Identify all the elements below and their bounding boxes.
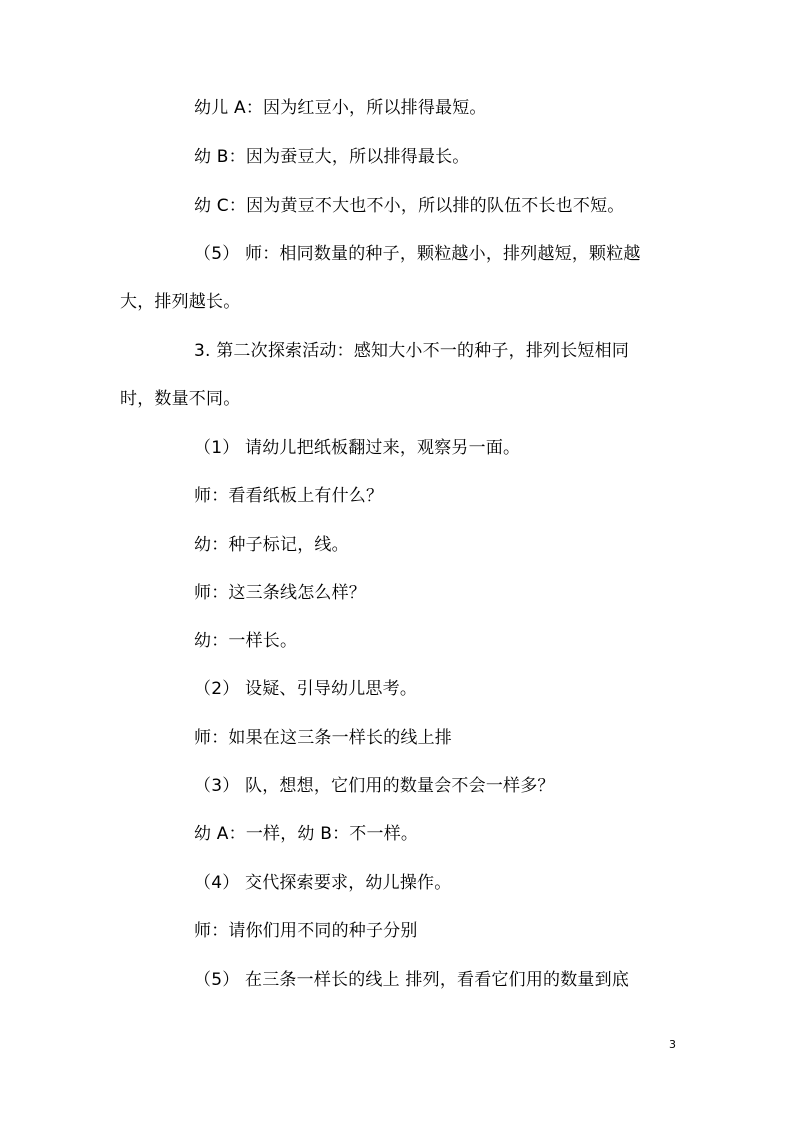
text-line-1: 幼儿 A：因为红豆小，所以排得最短。 [194, 98, 487, 118]
page-number: 3 [669, 1038, 676, 1051]
text-line-8: （1） 请幼儿把纸板翻过来，观察另一面。 [194, 438, 521, 458]
text-line-10: 幼：种子标记，线。 [194, 535, 349, 555]
text-line-4: （5） 师：相同数量的种子，颗粒越小，排列越短，颗粒越 [194, 244, 641, 264]
text-line-6: 3. 第二次探索活动：感知大小不一的种子，排列长短相同 [194, 341, 630, 361]
text-line-9: 师：看看纸板上有什么？ [194, 486, 384, 506]
text-line-15: （3） 队，想想，它们用的数量会不会一样多？ [194, 776, 555, 796]
text-line-14: 师：如果在这三条一样长的线上排 [194, 728, 452, 748]
text-line-2: 幼 B：因为蚕豆大，所以排得最长。 [194, 147, 470, 167]
text-line-17: （4） 交代探索要求，幼儿操作。 [194, 873, 452, 893]
text-line-19: （5） 在三条一样长的线上 排列，看看它们用的数量到底 [194, 970, 630, 990]
text-line-7: 时，数量不同。 [120, 389, 241, 409]
text-line-18: 师：请你们用不同的种子分别 [194, 921, 418, 941]
text-line-13: （2） 设疑、引导幼儿思考。 [194, 679, 418, 699]
text-line-3: 幼 C：因为黄豆不大也不小，所以排的队伍不长也不短。 [194, 196, 625, 216]
text-line-16: 幼 A：一样，幼 B：不一样。 [194, 824, 419, 844]
text-line-12: 幼：一样长。 [194, 631, 298, 651]
text-line-11: 师：这三条线怎么样？ [194, 583, 366, 603]
text-line-5: 大，排列越长。 [120, 292, 241, 312]
